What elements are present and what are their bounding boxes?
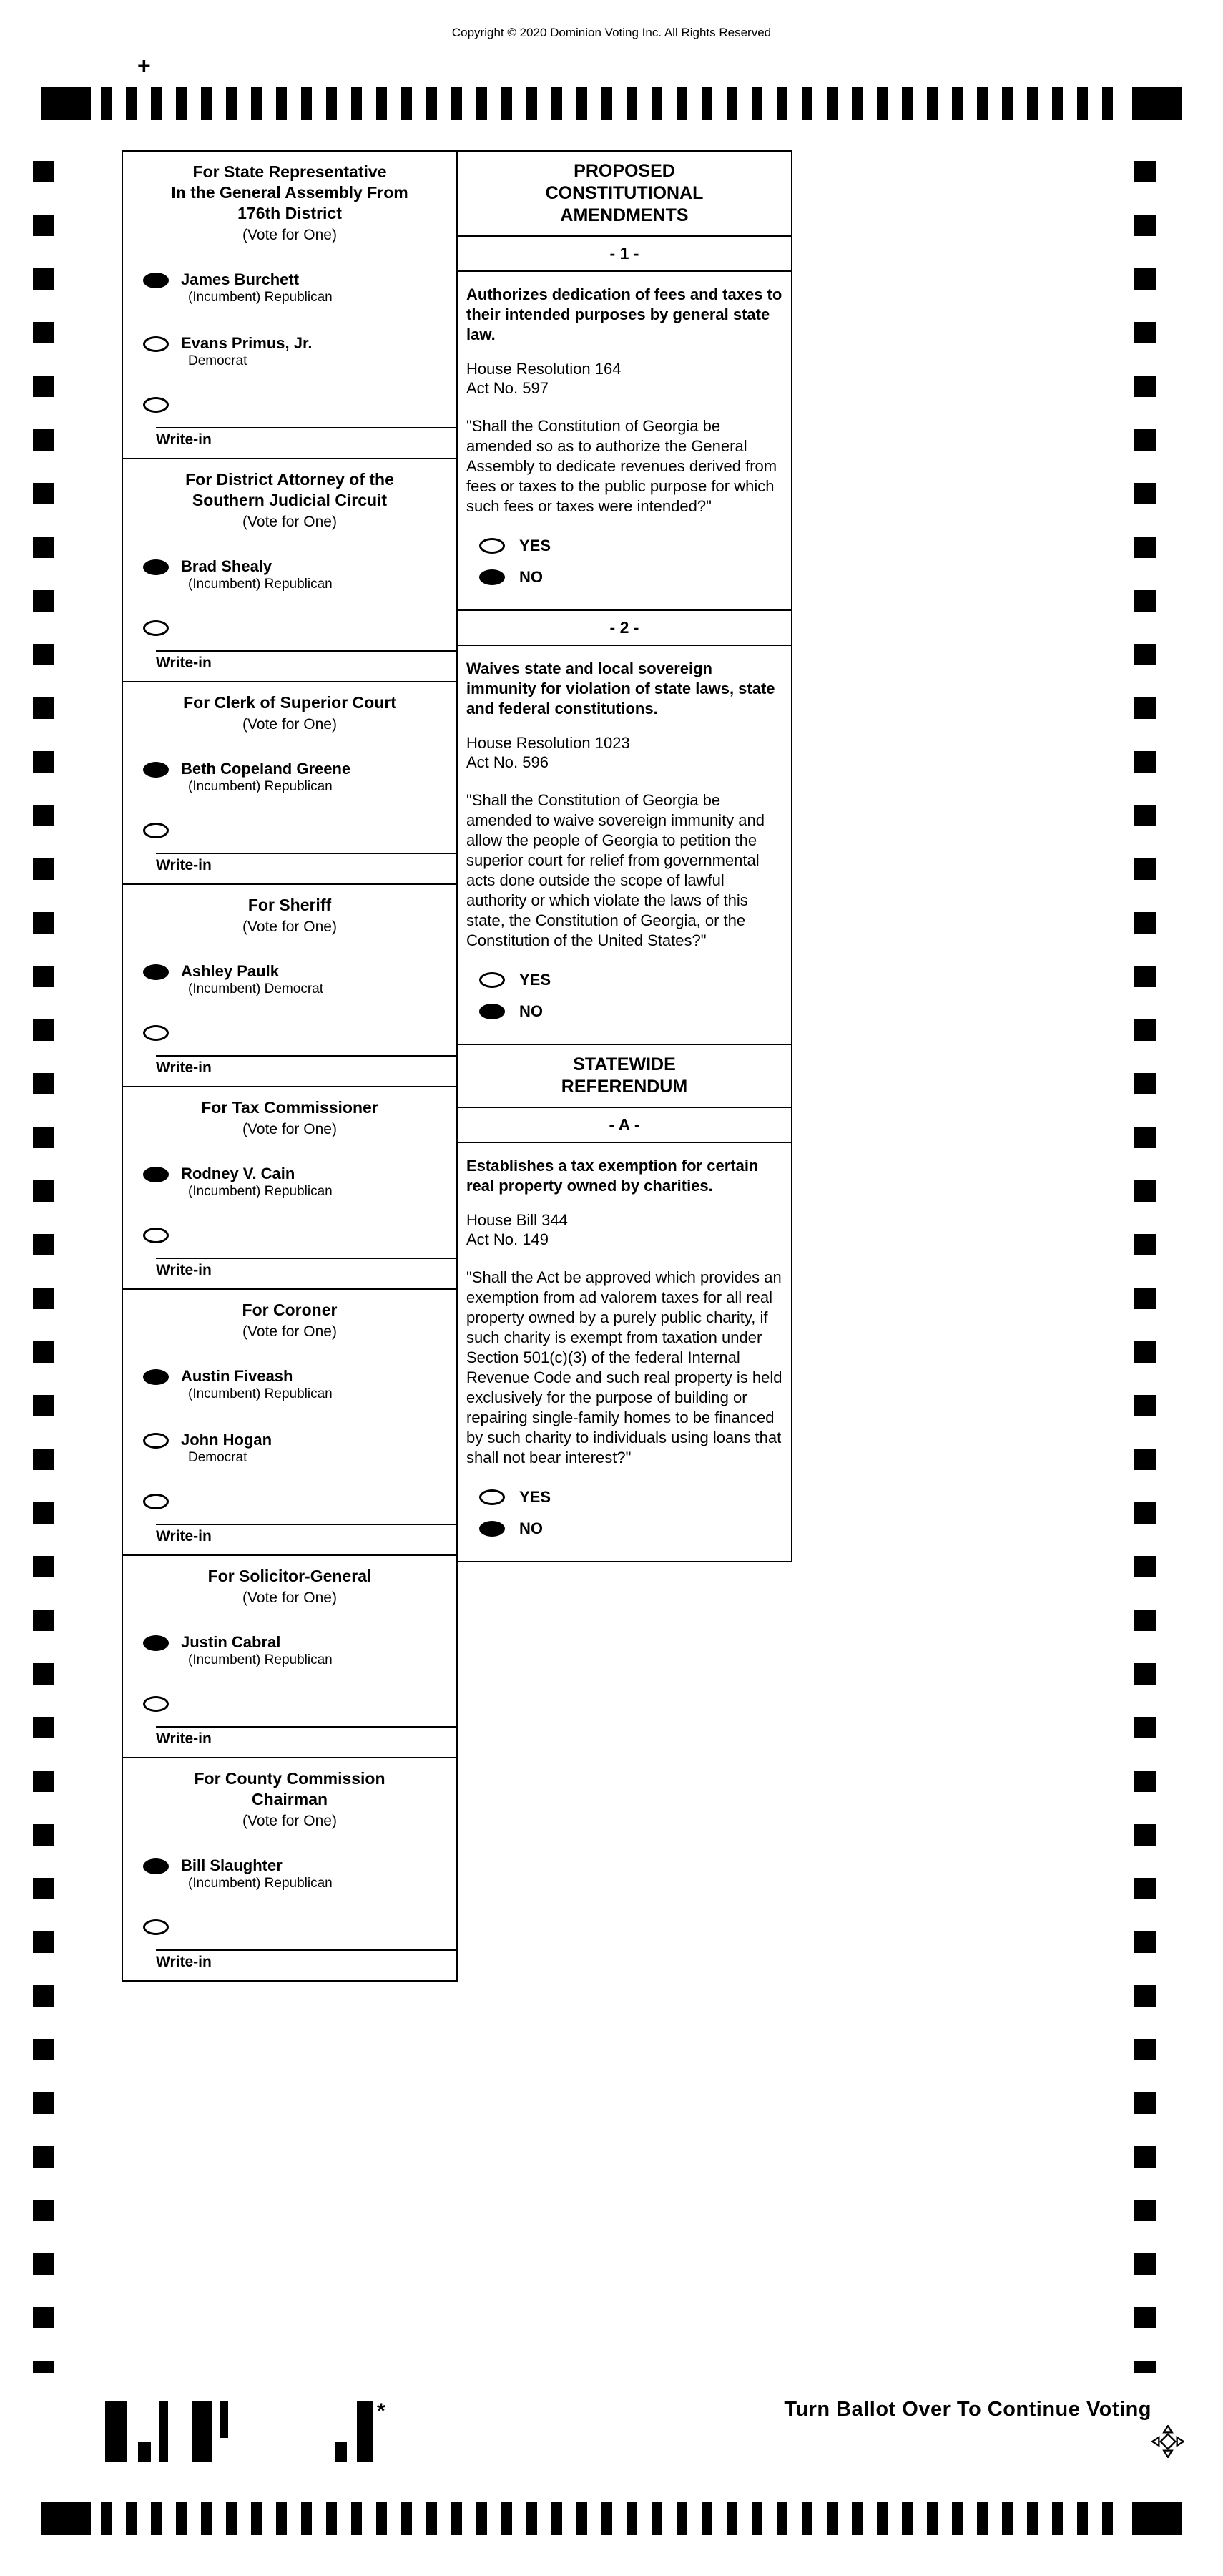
measure-body — [458, 1143, 791, 1561]
timing-marks-left-column — [33, 161, 54, 2373]
option-bubble[interactable] — [479, 569, 505, 585]
candidate-row — [123, 759, 456, 795]
write-in-bubble[interactable] — [143, 1228, 169, 1243]
contest-title: For Tax Commissioner — [201, 1098, 378, 1117]
option-bubble[interactable] — [479, 1521, 505, 1537]
ballot-barcode — [105, 2401, 385, 2464]
barcode-mark — [105, 2401, 127, 2462]
write-in-label: Write-in — [156, 1262, 212, 1278]
write-in-line[interactable] — [156, 427, 456, 428]
candidate-party: (Incumbent) Republican — [188, 1184, 333, 1199]
option-label: NO — [519, 1519, 543, 1537]
barcode-mark — [192, 2401, 212, 2462]
write-in-line[interactable] — [156, 1258, 456, 1259]
write-in-line[interactable] — [156, 1949, 456, 1951]
contest-title: For County Commission Chairman — [194, 1769, 385, 1808]
write-in-bubble-row — [123, 1919, 456, 1935]
option-label: YES — [519, 971, 551, 989]
candidate-party: (Incumbent) Republican — [188, 577, 333, 592]
candidate-text — [181, 1366, 333, 1403]
candidate-name: Ashley Paulk — [181, 962, 279, 980]
measure-options — [466, 971, 782, 1021]
candidate-party: (Incumbent) Republican — [188, 1876, 333, 1891]
ballot-measure — [458, 237, 791, 611]
write-in-bubble-row — [123, 1494, 456, 1509]
write-in-label: Write-in — [156, 655, 212, 671]
write-in-bubble-row — [123, 823, 456, 838]
candidate-text — [181, 1856, 333, 1892]
contest-title: For State Representative In the General Assembly From 176th District — [171, 162, 408, 222]
contest — [123, 152, 456, 459]
measure-body — [458, 272, 791, 609]
contest — [123, 459, 456, 682]
barcode-mark — [357, 2401, 373, 2462]
candidate-name: Rodney V. Cain — [181, 1165, 295, 1182]
candidate-name: Austin Fiveash — [181, 1367, 293, 1385]
candidate-bubble[interactable] — [143, 559, 169, 575]
candidate-list — [123, 1632, 456, 1669]
measure-summary: Establishes a tax exemption for certain real property owned by charities. — [466, 1157, 759, 1195]
contest-instruction: (Vote for One) — [242, 919, 337, 935]
write-in-line[interactable] — [156, 1524, 456, 1525]
write-in-line[interactable] — [156, 1726, 456, 1728]
ballot-body — [122, 150, 792, 1982]
write-in-bubble[interactable] — [143, 823, 169, 838]
measure-options — [466, 537, 782, 587]
measure-option-row — [466, 971, 782, 989]
timing-bars-icon — [101, 2502, 1122, 2535]
timing-bars-icon — [101, 87, 1122, 120]
candidate-party: Democrat — [188, 353, 247, 368]
candidate-row — [123, 1632, 456, 1669]
write-in-bubble[interactable] — [143, 1696, 169, 1712]
measure-option-row — [466, 1002, 782, 1021]
candidate-text — [181, 1164, 333, 1200]
measure-references: House Bill 344 Act No. 149 — [466, 1211, 568, 1248]
candidate-bubble[interactable] — [143, 1167, 169, 1182]
candidate-name: Bill Slaughter — [181, 1856, 283, 1874]
candidate-bubble[interactable] — [143, 1635, 169, 1651]
timing-marks-right-column — [1134, 161, 1156, 2373]
contest-instruction: (Vote for One) — [242, 1813, 337, 1829]
option-label: YES — [519, 537, 551, 554]
write-in-bubble-row — [123, 397, 456, 413]
section-header: PROPOSED CONSTITUTIONAL AMENDMENTS — [458, 152, 791, 237]
candidate-party: Democrat — [188, 1450, 247, 1465]
candidate-text — [181, 1632, 333, 1669]
measure-summary: Waives state and local sovereign immunity for violation of state laws, state and federal constitutions. — [466, 660, 775, 718]
timing-block-left-icon — [41, 87, 91, 120]
candidate-row — [123, 1164, 456, 1200]
write-in-label: Write-in — [156, 1528, 212, 1544]
write-in-label: Write-in — [156, 1954, 212, 1970]
candidate-list — [123, 1366, 456, 1466]
contest-title: For District Attorney of the Southern Judicial Circuit — [185, 470, 394, 509]
option-label: NO — [519, 568, 543, 586]
write-in-label: Write-in — [156, 1730, 212, 1747]
contest-instruction: (Vote for One) — [242, 1590, 337, 1606]
barcode-mark — [159, 2401, 168, 2462]
write-in-label: Write-in — [156, 1059, 212, 1076]
option-bubble[interactable] — [479, 1004, 505, 1019]
candidate-bubble[interactable] — [143, 762, 169, 778]
option-bubble[interactable] — [479, 972, 505, 988]
candidate-name: Beth Copeland Greene — [181, 760, 351, 778]
contest-instruction: (Vote for One) — [242, 514, 337, 530]
timing-marks-bottom — [41, 2502, 1182, 2535]
candidate-row — [123, 1856, 456, 1892]
asterisk-mark: * — [377, 2399, 385, 2423]
timing-block-left-icon — [41, 2502, 91, 2535]
candidate-row — [123, 270, 456, 306]
write-in-label: Write-in — [156, 431, 212, 448]
copyright-line: Copyright © 2020 Dominion Voting Inc. All Rights Reserved — [451, 26, 772, 39]
contest-title: For Clerk of Superior Court — [183, 693, 396, 712]
measure-question: "Shall the Constitution of Georgia be amended to waive sovereign immunity and allow the people of Georgia to petition the superior court for relief from governmental acts done outside the scope of lawful authority or which violate the laws of this state, the Constitution of Georgia, or the Constitution of the United States?" — [466, 791, 765, 949]
contest-title: For Solicitor-General — [207, 1567, 372, 1585]
write-in-label: Write-in — [156, 857, 212, 873]
contest-instruction: (Vote for One) — [242, 227, 337, 243]
contest-instruction: (Vote for One) — [242, 1121, 337, 1137]
barcode-mark — [335, 2442, 347, 2462]
candidate-list — [123, 759, 456, 795]
turn-ballot-over-text: Turn Ballot Over To Continue Voting — [784, 2398, 1151, 2421]
candidate-text — [181, 961, 323, 998]
contest-instruction: (Vote for One) — [242, 1323, 337, 1340]
contest — [123, 1758, 456, 1972]
write-in-bubble-row — [123, 1228, 456, 1243]
candidate-party: (Incumbent) Democrat — [188, 981, 324, 996]
barcode-mark — [220, 2401, 228, 2438]
candidate-list — [123, 557, 456, 593]
candidate-bubble[interactable] — [143, 1858, 169, 1874]
barcode-mark — [138, 2442, 151, 2462]
measure-number: - A - — [458, 1108, 791, 1143]
candidate-row — [123, 961, 456, 998]
option-bubble[interactable] — [479, 1489, 505, 1505]
write-in-bubble[interactable] — [143, 620, 169, 636]
contest-instruction: (Vote for One) — [242, 716, 337, 733]
measure-number: - 2 - — [458, 611, 791, 646]
measure-references: House Resolution 164 Act No. 597 — [466, 360, 622, 397]
measure-references: House Resolution 1023 Act No. 596 — [466, 734, 630, 771]
candidate-name: Evans Primus, Jr. — [181, 334, 313, 352]
candidate-text — [181, 759, 350, 795]
timing-block-right-icon — [1132, 87, 1182, 120]
contest — [123, 682, 456, 885]
contest — [123, 1087, 456, 1290]
candidate-name: Justin Cabral — [181, 1633, 281, 1651]
write-in-bubble[interactable] — [143, 1919, 169, 1935]
candidate-row — [123, 1430, 456, 1466]
candidate-name: Brad Shealy — [181, 557, 272, 575]
candidate-bubble[interactable] — [143, 336, 169, 352]
ballot-measure — [458, 1108, 791, 1561]
timing-block-right-icon — [1132, 2502, 1182, 2535]
candidate-party: (Incumbent) Republican — [188, 1652, 333, 1667]
candidate-row — [123, 333, 456, 370]
measure-body — [458, 646, 791, 1044]
timing-marks-top — [41, 87, 1182, 120]
contest — [123, 1556, 456, 1758]
candidate-party: (Incumbent) Republican — [188, 779, 333, 794]
candidate-name: John Hogan — [181, 1431, 272, 1449]
write-in-bubble-row — [123, 1696, 456, 1712]
candidate-row — [123, 1366, 456, 1403]
candidate-text — [181, 557, 333, 593]
write-in-bubble[interactable] — [143, 1494, 169, 1509]
candidate-text — [181, 270, 333, 306]
measure-number: - 1 - — [458, 237, 791, 272]
contests-column — [122, 150, 458, 1982]
candidate-row — [123, 557, 456, 593]
section-header: STATEWIDE REFERENDUM — [458, 1045, 791, 1108]
measure-question: "Shall the Constitution of Georgia be amended so as to authorize the General Assembly to dedicate revenues derived from fees or taxes to the public purpose for which such fees or taxes were intended?" — [466, 417, 777, 515]
write-in-bubble-row — [123, 620, 456, 636]
contest-title: For Coroner — [242, 1301, 338, 1319]
ballot-measure — [458, 611, 791, 1045]
option-label: NO — [519, 1002, 543, 1020]
candidate-list — [123, 961, 456, 998]
candidate-bubble[interactable] — [143, 964, 169, 980]
candidate-bubble[interactable] — [143, 273, 169, 288]
contest-title: For Sheriff — [247, 896, 332, 914]
measure-options — [466, 1488, 782, 1538]
measure-option-row — [466, 1519, 782, 1538]
candidate-bubble[interactable] — [143, 1433, 169, 1449]
move-cursor-icon — [1151, 2425, 1184, 2458]
candidate-party: (Incumbent) Republican — [188, 290, 333, 305]
candidate-text — [181, 1430, 272, 1466]
write-in-line[interactable] — [156, 650, 456, 652]
write-in-bubble-row — [123, 1025, 456, 1041]
option-bubble[interactable] — [479, 538, 505, 554]
contest — [123, 885, 456, 1087]
write-in-bubble[interactable] — [143, 1025, 169, 1041]
contest — [123, 1290, 456, 1556]
registration-plus-mark: + — [137, 53, 151, 79]
measure-option-row — [466, 537, 782, 555]
candidate-party: (Incumbent) Republican — [188, 1386, 333, 1401]
measure-option-row — [466, 1488, 782, 1507]
measure-question: "Shall the Act be approved which provides an exemption from ad valorem taxes for all real property owned by a purely public charity, if such charity is exempt from taxation under Section 501(c)(3) of the federal Internal Revenue Code and such real property is held exclusively for the purpose of building or repairing single-family homes to be financed by such charity to individuals using loans that shall not bear interest?" — [466, 1268, 782, 1466]
candidate-list — [123, 1164, 456, 1200]
candidate-bubble[interactable] — [143, 1369, 169, 1385]
candidate-name: James Burchett — [181, 270, 300, 288]
candidate-text — [181, 333, 312, 370]
measures-column — [458, 150, 792, 1562]
write-in-line[interactable] — [156, 853, 456, 854]
measure-summary: Authorizes dedication of fees and taxes to their intended purposes by general state law. — [466, 285, 782, 343]
option-label: YES — [519, 1488, 551, 1506]
measure-option-row — [466, 568, 782, 587]
write-in-bubble[interactable] — [143, 397, 169, 413]
write-in-line[interactable] — [156, 1055, 456, 1057]
candidate-list — [123, 1856, 456, 1892]
candidate-list — [123, 270, 456, 370]
